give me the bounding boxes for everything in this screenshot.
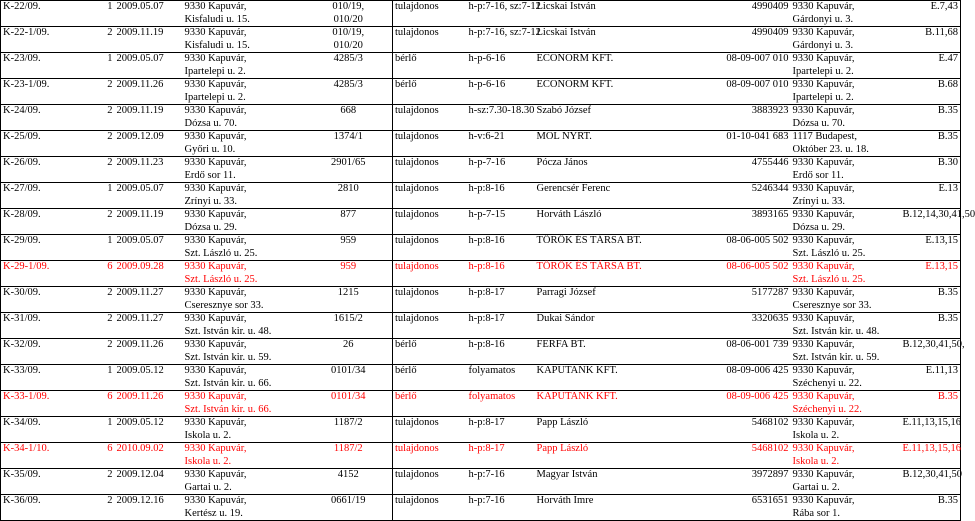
operator-address: 9330 Kapuvár, Gárdonyi u. 3. — [791, 1, 901, 27]
record-date: 2009.05.07 — [115, 53, 183, 79]
opening-hours: h-p-6-16 — [467, 53, 535, 79]
opening-hours: h-p-6-16 — [467, 79, 535, 105]
activity-categories: B.35 — [901, 313, 961, 339]
operator-address: 9330 Kapuvár, Iskola u. 2. — [791, 417, 901, 443]
parcel-number: 0661/19 — [305, 495, 393, 521]
record-date: 2009.11.19 — [115, 209, 183, 235]
record-date: 2009.11.27 — [115, 287, 183, 313]
record-kind: 2 — [89, 27, 115, 53]
ownership-status: tulajdonos — [393, 495, 467, 521]
table-row — [1, 157, 961, 183]
operator-name: Magyar István — [535, 469, 695, 495]
activity-categories: E.13,15 — [901, 261, 961, 287]
record-kind: 2 — [89, 105, 115, 131]
record-id: K-34-1/10. — [1, 443, 89, 469]
operator-name: FERFA BT. — [535, 339, 695, 365]
opening-hours: h-sz:7.30-18.30 — [467, 105, 535, 131]
opening-hours: folyamatos — [467, 365, 535, 391]
operator-address: 9330 Kapuvár, Ipartelepi u. 2. — [791, 53, 901, 79]
record-date: 2009.09.28 — [115, 261, 183, 287]
opening-hours: h-p:8-16 — [467, 261, 535, 287]
activity-categories: E.13,15 — [901, 235, 961, 261]
record-id: K-23-1/09. — [1, 79, 89, 105]
parcel-number: 1187/2 — [305, 417, 393, 443]
registration-code: 3883923 — [695, 105, 791, 131]
site-address: 9330 Kapuvár, Cseresznye sor 33. — [183, 287, 305, 313]
record-kind: 1 — [89, 365, 115, 391]
record-id: K-28/09. — [1, 209, 89, 235]
site-address: 9330 Kapuvár, Ipartelepi u. 2. — [183, 79, 305, 105]
parcel-number: 4152 — [305, 469, 393, 495]
table-row — [1, 79, 961, 105]
activity-categories: B.35 — [901, 105, 961, 131]
parcel-number: 010/19, 010/20 — [305, 1, 393, 27]
operator-name: Pócza János — [535, 157, 695, 183]
record-date: 2009.05.12 — [115, 365, 183, 391]
table-row — [1, 1, 961, 27]
operator-name: Szabó József — [535, 105, 695, 131]
record-date: 2009.05.07 — [115, 235, 183, 261]
opening-hours: h-p:7-16, sz:7-12 — [467, 27, 535, 53]
opening-hours: h-p-7-16 — [467, 157, 535, 183]
table-row — [1, 105, 961, 131]
operator-address: 9330 Kapuvár, Erdő sor 11. — [791, 157, 901, 183]
activity-categories: B.12,14,30,41,50 — [901, 209, 961, 235]
site-address: 9330 Kapuvár, Kisfaludi u. 15. — [183, 1, 305, 27]
activity-categories: E.11,13,15,16 — [901, 443, 961, 469]
ownership-status: tulajdonos — [393, 183, 467, 209]
parcel-number: 668 — [305, 105, 393, 131]
registration-code: 3320635 — [695, 313, 791, 339]
operator-address: 1117 Budapest, Október 23. u. 18. — [791, 131, 901, 157]
registration-code: 08-09-007 010 — [695, 79, 791, 105]
activity-categories: B.30 — [901, 157, 961, 183]
record-kind: 2 — [89, 287, 115, 313]
site-address: 9330 Kapuvár, Szt. István kir. u. 66. — [183, 391, 305, 417]
operator-address: 9330 Kapuvár, Zrínyi u. 33. — [791, 183, 901, 209]
operator-name: KAPUTANK KFT. — [535, 365, 695, 391]
activity-categories: B.12,30,41,50, — [901, 339, 961, 365]
table-row — [1, 443, 961, 469]
activity-categories: B.11,68 — [901, 27, 961, 53]
parcel-number: 0101/34 — [305, 391, 393, 417]
table-row — [1, 261, 961, 287]
table-row — [1, 53, 961, 79]
site-address: 9330 Kapuvár, Iskola u. 2. — [183, 443, 305, 469]
operator-name: MOL NYRT. — [535, 131, 695, 157]
activity-categories: B.68 — [901, 79, 961, 105]
record-kind: 2 — [89, 339, 115, 365]
activity-categories: B.35 — [901, 131, 961, 157]
registration-code: 5177287 — [695, 287, 791, 313]
site-address: 9330 Kapuvár, Zrínyi u. 33. — [183, 183, 305, 209]
record-id: K-26/09. — [1, 157, 89, 183]
registration-code: 5468102 — [695, 443, 791, 469]
operator-name: Parragi József — [535, 287, 695, 313]
opening-hours: h-p:8-16 — [467, 183, 535, 209]
parcel-number: 4285/3 — [305, 79, 393, 105]
registration-code: 4755446 — [695, 157, 791, 183]
record-id: K-29/09. — [1, 235, 89, 261]
site-address: 9330 Kapuvár, Gartai u. 2. — [183, 469, 305, 495]
registration-code: 08-09-006 425 — [695, 365, 791, 391]
record-date: 2009.11.27 — [115, 313, 183, 339]
parcel-number: 959 — [305, 261, 393, 287]
ownership-status: tulajdonos — [393, 469, 467, 495]
record-date: 2009.12.16 — [115, 495, 183, 521]
operator-name: Licskai István — [535, 27, 695, 53]
ownership-status: tulajdonos — [393, 235, 467, 261]
parcel-number: 877 — [305, 209, 393, 235]
ownership-status: tulajdonos — [393, 443, 467, 469]
record-kind: 2 — [89, 469, 115, 495]
table-row — [1, 391, 961, 417]
registration-code: 08-06-001 739 — [695, 339, 791, 365]
site-address: 9330 Kapuvár, Szt. István kir. u. 48. — [183, 313, 305, 339]
opening-hours: h-p:8-17 — [467, 287, 535, 313]
site-address: 9330 Kapuvár, Kertész u. 19. — [183, 495, 305, 521]
record-date: 2009.11.19 — [115, 105, 183, 131]
parcel-number: 26 — [305, 339, 393, 365]
activity-categories: E.11,13 — [901, 365, 961, 391]
operator-name: TÖRÖK ÉS TÁRSA BT. — [535, 235, 695, 261]
parcel-number: 1215 — [305, 287, 393, 313]
registration-code: 08-09-006 425 — [695, 391, 791, 417]
opening-hours: h-v:6-21 — [467, 131, 535, 157]
record-kind: 6 — [89, 391, 115, 417]
record-id: K-24/09. — [1, 105, 89, 131]
site-address: 9330 Kapuvár, Szt. István kir. u. 59. — [183, 339, 305, 365]
record-id: K-34/09. — [1, 417, 89, 443]
registration-code: 5246344 — [695, 183, 791, 209]
record-kind: 1 — [89, 183, 115, 209]
activity-categories: E.13 — [901, 183, 961, 209]
ownership-status: tulajdonos — [393, 209, 467, 235]
record-kind: 1 — [89, 235, 115, 261]
record-id: K-35/09. — [1, 469, 89, 495]
record-id: K-22/09. — [1, 1, 89, 27]
activity-categories: B.35 — [901, 495, 961, 521]
record-kind: 2 — [89, 157, 115, 183]
record-id: K-27/09. — [1, 183, 89, 209]
table-row — [1, 469, 961, 495]
operator-address: 9330 Kapuvár, Széchenyi u. 22. — [791, 365, 901, 391]
activity-categories: E.7,43 — [901, 1, 961, 27]
parcel-number: 959 — [305, 235, 393, 261]
ownership-status: tulajdonos — [393, 417, 467, 443]
operator-name: Horváth Imre — [535, 495, 695, 521]
record-kind: 1 — [89, 417, 115, 443]
registration-code: 08-09-007 010 — [695, 53, 791, 79]
record-date: 2009.11.19 — [115, 27, 183, 53]
site-address: 9330 Kapuvár, Ipartelepi u. 2. — [183, 53, 305, 79]
opening-hours: h-p:7-16 — [467, 495, 535, 521]
operator-address: 9330 Kapuvár, Gartai u. 2. — [791, 469, 901, 495]
table-row — [1, 183, 961, 209]
record-id: K-32/09. — [1, 339, 89, 365]
site-address: 9330 Kapuvár, Iskola u. 2. — [183, 417, 305, 443]
operator-name: Dukai Sándor — [535, 313, 695, 339]
table-row — [1, 313, 961, 339]
record-id: K-33-1/09. — [1, 391, 89, 417]
site-address: 9330 Kapuvár, Szt. István kir. u. 66. — [183, 365, 305, 391]
site-address: 9330 Kapuvár, Szt. László u. 25. — [183, 261, 305, 287]
parcel-number: 1374/1 — [305, 131, 393, 157]
ownership-status: tulajdonos — [393, 1, 467, 27]
registration-code: 01-10-041 683 — [695, 131, 791, 157]
operator-address: 9330 Kapuvár, Cseresznye sor 33. — [791, 287, 901, 313]
ownership-status: bérlő — [393, 53, 467, 79]
site-address: 9330 Kapuvár, Kisfaludi u. 15. — [183, 27, 305, 53]
operator-name: Licskai István — [535, 1, 695, 27]
record-date: 2009.12.09 — [115, 131, 183, 157]
registration-code: 08-06-005 502 — [695, 235, 791, 261]
record-date: 2010.09.02 — [115, 443, 183, 469]
record-kind: 2 — [89, 131, 115, 157]
parcel-number: 2901/65 — [305, 157, 393, 183]
ownership-status: tulajdonos — [393, 131, 467, 157]
activity-categories: B.12,30,41,50 — [901, 469, 961, 495]
opening-hours: h-p:8-17 — [467, 313, 535, 339]
record-date: 2009.05.07 — [115, 1, 183, 27]
table-row — [1, 365, 961, 391]
record-id: K-25/09. — [1, 131, 89, 157]
opening-hours: folyamatos — [467, 391, 535, 417]
operator-address: 9330 Kapuvár, Szt. István kir. u. 48. — [791, 313, 901, 339]
ownership-status: bérlő — [393, 79, 467, 105]
operator-address: 9330 Kapuvár, Szt. László u. 25. — [791, 261, 901, 287]
table-row — [1, 339, 961, 365]
registry-rows — [1, 1, 975, 521]
operator-name: TÖRÖK ÉS TÁRSA BT. — [535, 261, 695, 287]
site-address: 9330 Kapuvár, Dózsa u. 70. — [183, 105, 305, 131]
record-kind: 1 — [89, 53, 115, 79]
ownership-status: tulajdonos — [393, 287, 467, 313]
ownership-status: bérlő — [393, 339, 467, 365]
record-date: 2009.11.26 — [115, 79, 183, 105]
record-date: 2009.05.07 — [115, 183, 183, 209]
operator-name: ECONORM KFT. — [535, 79, 695, 105]
opening-hours: h-p-7-15 — [467, 209, 535, 235]
ownership-status: tulajdonos — [393, 313, 467, 339]
ownership-status: tulajdonos — [393, 157, 467, 183]
operator-name: Papp László — [535, 417, 695, 443]
ownership-status: tulajdonos — [393, 27, 467, 53]
operator-name: Gerencsér Ferenc — [535, 183, 695, 209]
opening-hours: h-p:7-16, sz:7-12 — [467, 1, 535, 27]
site-address: 9330 Kapuvár, Dózsa u. 29. — [183, 209, 305, 235]
record-id: K-30/09. — [1, 287, 89, 313]
registration-code: 6531651 — [695, 495, 791, 521]
record-id: K-23/09. — [1, 53, 89, 79]
table-row — [1, 287, 961, 313]
activity-categories: B.35 — [901, 287, 961, 313]
opening-hours: h-p:8-17 — [467, 443, 535, 469]
operator-address: 9330 Kapuvár, Szt. László u. 25. — [791, 235, 901, 261]
record-id: K-22-1/09. — [1, 27, 89, 53]
registration-code: 5468102 — [695, 417, 791, 443]
table-row — [1, 131, 961, 157]
activity-categories: E.47 — [901, 53, 961, 79]
activity-categories: B.35 — [901, 391, 961, 417]
site-address: 9330 Kapuvár, Erdő sor 11. — [183, 157, 305, 183]
record-kind: 6 — [89, 443, 115, 469]
site-address: 9330 Kapuvár, Szt. László u. 25. — [183, 235, 305, 261]
site-address: 9330 Kapuvár, Győri u. 10. — [183, 131, 305, 157]
record-date: 2009.11.26 — [115, 391, 183, 417]
operator-name: Horváth László — [535, 209, 695, 235]
registration-code: 4990409 — [695, 27, 791, 53]
parcel-number: 010/19, 010/20 — [305, 27, 393, 53]
operator-name: Papp László — [535, 443, 695, 469]
record-date: 2009.11.26 — [115, 339, 183, 365]
operator-address: 9330 Kapuvár, Dózsa u. 70. — [791, 105, 901, 131]
registration-code: 08-06-005 502 — [695, 261, 791, 287]
table-row — [1, 417, 961, 443]
parcel-number: 2810 — [305, 183, 393, 209]
registration-code: 3893165 — [695, 209, 791, 235]
record-date: 2009.12.04 — [115, 469, 183, 495]
ownership-status: bérlő — [393, 365, 467, 391]
record-kind: 2 — [89, 313, 115, 339]
table-row — [1, 495, 961, 521]
table-row — [1, 27, 961, 53]
record-id: K-29-1/09. — [1, 261, 89, 287]
parcel-number: 0101/34 — [305, 365, 393, 391]
operator-address: 9330 Kapuvár, Ipartelepi u. 2. — [791, 79, 901, 105]
operator-address: 9330 Kapuvár, Széchenyi u. 22. — [791, 391, 901, 417]
activity-categories: E.11,13,15,16 — [901, 417, 961, 443]
ownership-status: tulajdonos — [393, 105, 467, 131]
operator-name: ECONORM KFT. — [535, 53, 695, 79]
operator-address: 9330 Kapuvár, Szt. István kir. u. 59. — [791, 339, 901, 365]
opening-hours: h-p:8-16 — [467, 235, 535, 261]
record-kind: 2 — [89, 209, 115, 235]
record-date: 2009.05.12 — [115, 417, 183, 443]
operator-name: KAPUTANK KFT. — [535, 391, 695, 417]
operator-address: 9330 Kapuvár, Iskola u. 2. — [791, 443, 901, 469]
operator-address: 9330 Kapuvár, Gárdonyi u. 3. — [791, 27, 901, 53]
operator-address: 9330 Kapuvár, Dózsa u. 29. — [791, 209, 901, 235]
table-row — [1, 235, 961, 261]
parcel-number: 1615/2 — [305, 313, 393, 339]
opening-hours: h-p:8-16 — [467, 339, 535, 365]
record-kind: 1 — [89, 1, 115, 27]
record-id: K-31/09. — [1, 313, 89, 339]
ownership-status: tulajdonos — [393, 261, 467, 287]
registration-code: 4990409 — [695, 1, 791, 27]
record-id: K-36/09. — [1, 495, 89, 521]
record-id: K-33/09. — [1, 365, 89, 391]
record-kind: 2 — [89, 79, 115, 105]
record-date: 2009.11.23 — [115, 157, 183, 183]
registration-code: 3972897 — [695, 469, 791, 495]
parcel-number: 4285/3 — [305, 53, 393, 79]
ownership-status: bérlő — [393, 391, 467, 417]
opening-hours: h-p:7-16 — [467, 469, 535, 495]
record-kind: 2 — [89, 495, 115, 521]
opening-hours: h-p:8-17 — [467, 417, 535, 443]
record-kind: 6 — [89, 261, 115, 287]
operator-address: 9330 Kapuvár, Rába sor 1. — [791, 495, 901, 521]
table-row — [1, 209, 961, 235]
parcel-number: 1187/2 — [305, 443, 393, 469]
